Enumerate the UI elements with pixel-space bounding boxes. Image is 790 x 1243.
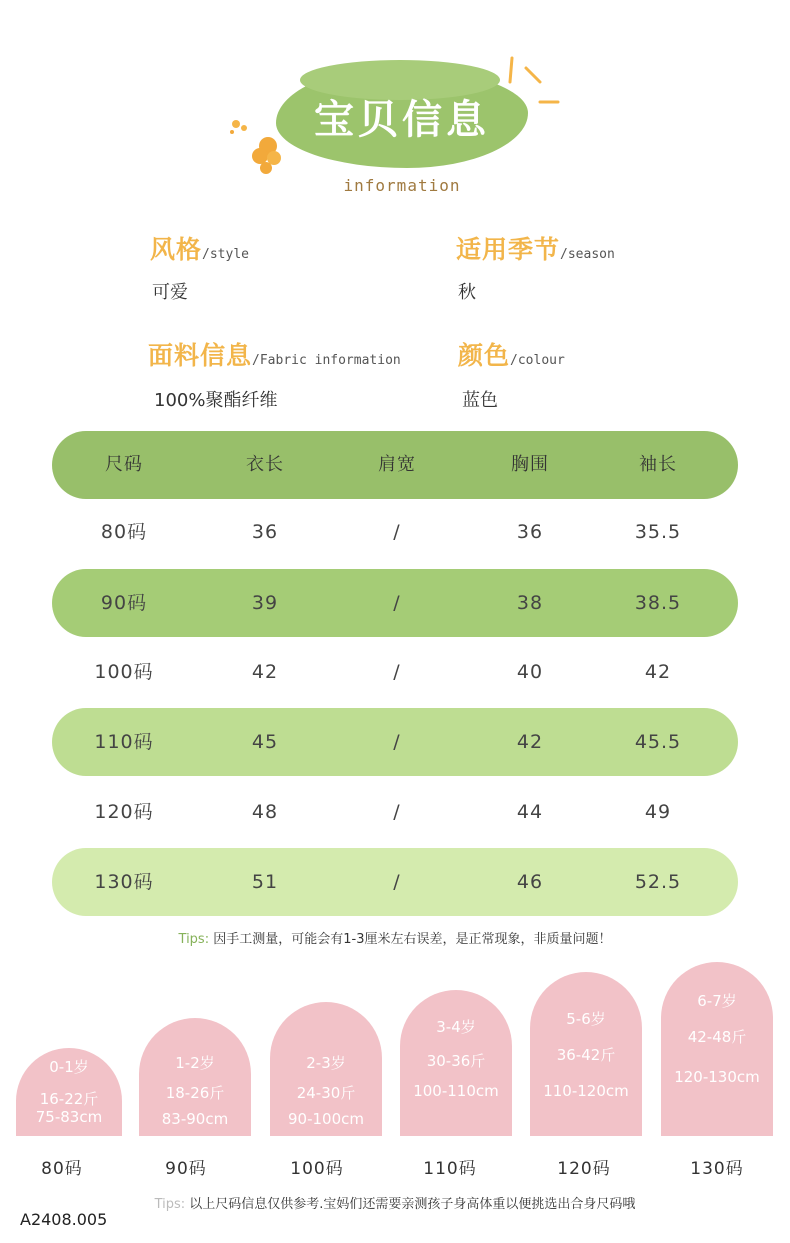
cell-sleeve: 35.5 bbox=[634, 521, 682, 543]
cell-chest: 40 bbox=[516, 661, 544, 683]
guide-weight: 42-48斤 bbox=[687, 1028, 747, 1046]
cell-shoulder: / bbox=[393, 661, 401, 683]
cell-length: 36 bbox=[251, 521, 279, 543]
guide-age: 3-4岁 bbox=[436, 1018, 476, 1036]
table-row bbox=[52, 778, 738, 846]
size-guide-card bbox=[16, 1048, 122, 1136]
info-season-label: 适用季节/season bbox=[456, 235, 615, 264]
cell-chest: 38 bbox=[516, 592, 544, 614]
cell-shoulder: / bbox=[393, 521, 401, 543]
guide-age: 0-1岁 bbox=[49, 1058, 89, 1076]
cell-sleeve: 52.5 bbox=[634, 871, 682, 893]
guide-size-label: 110码 bbox=[423, 1159, 477, 1179]
measurement-tips: Tips: 因手工测量，可能会有1-3厘米左右误差，是正常现象，非质量问题！ bbox=[178, 932, 612, 947]
size-table-header bbox=[52, 431, 738, 499]
size-guide-card bbox=[270, 1002, 382, 1136]
info-fabric-value: 100%聚酯纤维 bbox=[154, 390, 278, 411]
cell-size: 120码 bbox=[94, 801, 154, 823]
guide-size-label: 100码 bbox=[290, 1159, 344, 1179]
cell-shoulder: / bbox=[393, 731, 401, 753]
guide-age: 6-7岁 bbox=[697, 992, 737, 1010]
wheat-decoration-icon bbox=[500, 54, 564, 110]
cell-length: 39 bbox=[251, 592, 279, 614]
page-title: 宝贝信息 bbox=[314, 97, 490, 143]
cell-sleeve: 42 bbox=[644, 661, 672, 683]
info-fabric-label: 面料信息/Fabric information bbox=[148, 341, 401, 370]
info-colour-value: 蓝色 bbox=[462, 390, 498, 411]
guide-size-label: 80码 bbox=[41, 1159, 83, 1179]
guide-age: 2-3岁 bbox=[306, 1054, 346, 1072]
cell-length: 51 bbox=[251, 871, 279, 893]
header-shoulder: 肩宽 bbox=[378, 454, 416, 475]
header-sleeve: 袖长 bbox=[639, 454, 677, 475]
cell-size: 110码 bbox=[94, 731, 154, 753]
cell-size: 130码 bbox=[94, 871, 154, 893]
table-row bbox=[52, 569, 738, 637]
guide-weight: 36-42斤 bbox=[556, 1046, 616, 1064]
guide-height: 83-90cm bbox=[161, 1110, 229, 1128]
guide-weight: 30-36斤 bbox=[426, 1052, 486, 1070]
cell-chest: 42 bbox=[516, 731, 544, 753]
cell-sleeve: 45.5 bbox=[634, 731, 682, 753]
header-chest: 胸围 bbox=[511, 454, 549, 475]
info-colour-label: 颜色/colour bbox=[458, 341, 565, 370]
guide-age: 5-6岁 bbox=[566, 1010, 606, 1028]
cell-length: 45 bbox=[251, 731, 279, 753]
cell-shoulder: / bbox=[393, 592, 401, 614]
guide-weight: 18-26斤 bbox=[165, 1084, 225, 1102]
cell-sleeve: 49 bbox=[644, 801, 672, 823]
guide-size-label: 130码 bbox=[690, 1159, 744, 1179]
header-length: 衣长 bbox=[246, 454, 284, 475]
guide-height: 110-120cm bbox=[543, 1082, 629, 1100]
size-guide-card bbox=[661, 962, 773, 1136]
cell-size: 100码 bbox=[94, 661, 154, 683]
cell-chest: 46 bbox=[516, 871, 544, 893]
header-size: 尺码 bbox=[105, 454, 143, 475]
cell-chest: 44 bbox=[516, 801, 544, 823]
info-style-value: 可爱 bbox=[152, 282, 188, 303]
flower-decoration-icon bbox=[222, 112, 292, 176]
table-row bbox=[52, 498, 738, 566]
table-row bbox=[52, 638, 738, 706]
guide-height: 90-100cm bbox=[288, 1110, 364, 1128]
cell-sleeve: 38.5 bbox=[634, 592, 682, 614]
size-guide-card bbox=[400, 990, 512, 1136]
size-guide-card bbox=[139, 1018, 251, 1136]
info-season-value: 秋 bbox=[458, 282, 476, 303]
guide-height: 120-130cm bbox=[674, 1068, 760, 1086]
cell-length: 48 bbox=[251, 801, 279, 823]
cell-shoulder: / bbox=[393, 801, 401, 823]
reference-tips: Tips: 以上尺码信息仅供参考.宝妈们还需要亲测孩子身高体重以便挑选出合身尺码哦 bbox=[154, 1197, 636, 1212]
guide-weight: 16-22斤 bbox=[39, 1090, 99, 1108]
cell-length: 42 bbox=[251, 661, 279, 683]
cell-chest: 36 bbox=[516, 521, 544, 543]
product-code: A2408.005 bbox=[20, 1210, 108, 1229]
guide-size-label: 90码 bbox=[165, 1159, 207, 1179]
guide-age: 1-2岁 bbox=[175, 1054, 215, 1072]
cell-size: 80码 bbox=[100, 521, 148, 543]
guide-size-label: 120码 bbox=[557, 1159, 611, 1179]
guide-height: 100-110cm bbox=[413, 1082, 499, 1100]
cell-shoulder: / bbox=[393, 871, 401, 893]
table-row bbox=[52, 848, 738, 916]
page-subtitle: information bbox=[343, 176, 461, 195]
size-guide-card bbox=[530, 972, 642, 1136]
guide-height: 75-83cm bbox=[35, 1108, 103, 1126]
info-style-label: 风格/style bbox=[150, 235, 249, 264]
cell-size: 90码 bbox=[100, 592, 148, 614]
guide-weight: 24-30斤 bbox=[296, 1084, 356, 1102]
table-row bbox=[52, 708, 738, 776]
